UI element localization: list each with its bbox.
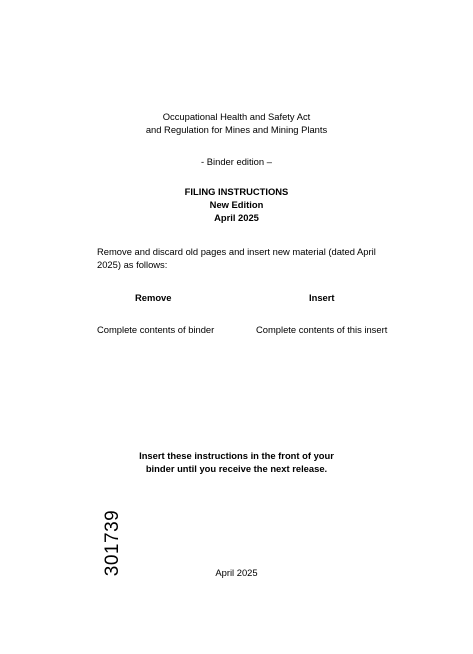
intro-paragraph: Remove and discard old pages and insert new material (dated April 2025) as follows: bbox=[97, 246, 376, 270]
notice-line-1: Insert these instructions in the front of your bbox=[139, 450, 334, 461]
insert-column-header: Insert bbox=[309, 292, 335, 303]
footer-date-text: April 2025 bbox=[215, 567, 258, 578]
edition-text: - Binder edition – bbox=[201, 156, 272, 167]
filing-subtitle: New Edition bbox=[209, 199, 264, 210]
edition-label bbox=[0, 155, 473, 168]
act-title-line-1: Occupational Health and Safety Act bbox=[162, 111, 311, 122]
act-title bbox=[0, 110, 473, 136]
footer-date bbox=[0, 566, 473, 579]
notice-line-2: binder until you receive the next release. bbox=[145, 463, 328, 474]
filing-title: FILING INSTRUCTIONS bbox=[184, 186, 289, 197]
act-title-line-2: and Regulation for Mines and Mining Plants bbox=[145, 124, 328, 135]
remove-column-header: Remove bbox=[135, 292, 172, 303]
insert-column-value: Complete contents of this insert bbox=[256, 324, 388, 335]
filing-date: April 2025 bbox=[214, 212, 259, 223]
filing-heading bbox=[0, 185, 473, 224]
remove-column-value: Complete contents of binder bbox=[97, 324, 215, 335]
document-number: 301739 bbox=[102, 509, 123, 577]
insert-notice bbox=[0, 449, 473, 475]
